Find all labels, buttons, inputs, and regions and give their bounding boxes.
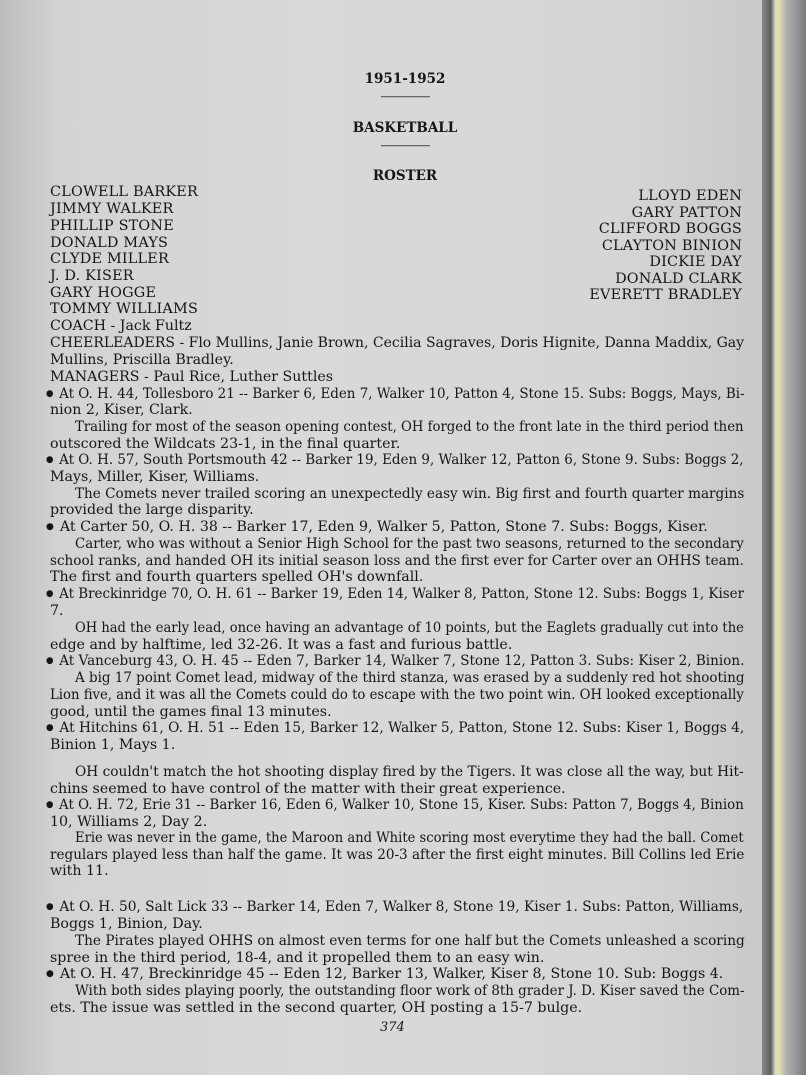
- game-summary-line: edge and by halftime, led 32-26. It was a fast and furious battle.: [50, 637, 513, 653]
- game-result-line: nion 2, Kiser, Clark.: [50, 402, 193, 418]
- roster-left-name: GARY HOGGE: [50, 285, 157, 301]
- game-summary-line: With both sides playing poorly, the outstanding floor work of 8th grader J. D. Kiser saved the Com-: [75, 983, 745, 999]
- game-result-line: Binion 1, Mays 1.: [50, 737, 176, 753]
- game-summary-line: spree in the third period, 18-4, and it propelled them to an easy win.: [50, 950, 545, 966]
- game-result-line: ● At Breckinridge 70, O. H. 61 -- Barker 19, Eden 14, Walker 8, Patton, Stone 12. Subs: Boggs 1, Kiser: [46, 586, 744, 602]
- game-summary-line: ets. The issue was settled in the second quarter, OH posting a 15-7 bulge.: [50, 1000, 583, 1016]
- roster-right-name: DICKIE DAY: [649, 254, 742, 270]
- roster-right-name: LLOYD EDEN: [638, 188, 742, 204]
- sport-divider: ————––: [380, 139, 430, 152]
- game-summary-line: The first and fourth quarters spelled OH's downfall.: [50, 569, 424, 585]
- roster-heading: ROSTER: [372, 168, 438, 184]
- roster-right-name: GARY PATTON: [631, 205, 742, 221]
- year-divider: ————––: [380, 90, 430, 103]
- roster-right-name: CLAYTON BINION: [601, 238, 742, 254]
- game-result-line: ● At O. H. 44, Tollesboro 21 -- Barker 6, Eden 7, Walker 10, Patton 4, Stone 15. Subs: Boggs, Mays, Bi-: [46, 386, 745, 402]
- game-result-line: ● At O. H. 47, Breckinridge 45 -- Eden 12, Barker 13, Walker, Kiser 8, Stone 10. Sub: Boggs 4.: [46, 966, 723, 982]
- game-summary-line: with 11.: [50, 863, 109, 879]
- game-summary-line: provided the large disparity.: [50, 502, 254, 518]
- managers-line: MANAGERS - Paul Rice, Luther Suttles: [50, 369, 334, 385]
- game-summary-line: OH had the early lead, once having an advantage of 10 points, but the Eaglets gradually cut into the: [75, 620, 744, 636]
- sport-heading: BASKETBALL: [352, 120, 458, 136]
- game-result-line: Mays, Miller, Kiser, Williams.: [50, 469, 260, 485]
- game-result-line: ● At Vanceburg 43, O. H. 45 -- Eden 7, Barker 14, Walker 7, Stone 12, Patton 3. Subs: Kiser 2, Binion.: [46, 653, 744, 669]
- game-summary-line: The Pirates played OHHS on almost even terms for one half but the Comets unleashed a scoring: [75, 933, 745, 949]
- game-summary-line: The Comets never trailed scoring an unexpectedly easy win. Big first and fourth quarter margins: [75, 486, 745, 502]
- roster-left-name: JIMMY WALKER: [50, 201, 174, 217]
- game-result-line: ● At Carter 50, O. H. 38 -- Barker 17, Eden 9, Walker 5, Patton, Stone 7. Subs: Boggs, Kiser.: [46, 519, 708, 535]
- roster-left-name: J. D. KISER: [50, 268, 134, 284]
- roster-left-name: DONALD MAYS: [50, 235, 169, 251]
- game-summary-line: chins seemed to have control of the matter with their great experience.: [50, 781, 566, 797]
- game-summary-line: Lion five, and it was all the Comets could do to escape with the two point win. OH looked exceptionally: [50, 687, 744, 703]
- game-result-line: Boggs 1, Binion, Day.: [50, 916, 203, 932]
- cheerleaders-line: CHEERLEADERS - Flo Mullins, Janie Brown, Cecilia Sagraves, Doris Hignite, Danna Maddix, Gay: [50, 335, 745, 351]
- game-summary-line: outscored the Wildcats 23-1, in the final quarter.: [50, 436, 401, 452]
- roster-left-name: TOMMY WILLIAMS: [50, 301, 198, 317]
- game-summary-line: A big 17 point Comet lead, midway of the third stanza, was erased by a suddenly red hot shooting: [75, 670, 745, 686]
- roster-right-name: DONALD CLARK: [615, 271, 742, 287]
- game-result-line: ● At O. H. 50, Salt Lick 33 -- Barker 14, Eden 7, Walker 8, Stone 19, Kiser 1. Subs: Patton, Williams,: [46, 899, 743, 915]
- game-result-line: ● At Hitchins 61, O. H. 51 -- Eden 15, Barker 12, Walker 5, Patton, Stone 12. Subs: Kiser 1, Boggs 4,: [46, 720, 744, 736]
- game-result-line: 10, Williams 2, Day 2.: [50, 814, 208, 830]
- roster-left-name: CLOWELL BARKER: [50, 184, 199, 200]
- book-spine-edge: [762, 0, 806, 1075]
- page-number: 374: [380, 1020, 405, 1035]
- game-summary-line: Trailing for most of the season opening contest, OH forged to the front late in the third period then: [75, 419, 744, 435]
- year-heading: 1951-1952: [364, 71, 446, 87]
- game-summary-line: good, until the games final 13 minutes.: [50, 704, 332, 720]
- game-summary-line: OH couldn't match the hot shooting display fired by the Tigers. It was close all the way, but Hit-: [75, 764, 744, 780]
- roster-left-name: PHILLIP STONE: [50, 218, 174, 234]
- game-summary-line: school ranks, and handed OH its initial season loss and the first ever for Carter over an OHHS team.: [50, 553, 744, 569]
- game-summary-line: Erie was never in the game, the Maroon and White scoring most everytime they had the ball. Comet: [75, 830, 744, 846]
- game-summary-line: Carter, who was without a Senior High School for the past two seasons, returned to the secondary: [75, 536, 744, 552]
- roster-left-name: CLYDE MILLER: [50, 251, 170, 267]
- game-summary-line: regulars played less than half the game. It was 20-3 after the first eight minutes. Bill Collins led Erie: [50, 847, 745, 863]
- game-result-line: ● At O. H. 72, Erie 31 -- Barker 16, Eden 6, Walker 10, Stone 15, Kiser. Subs: Patton 7, Boggs 4, Binion: [46, 797, 744, 813]
- game-result-line: 7.: [50, 603, 64, 619]
- cheerleaders-line: Mullins, Priscilla Bradley.: [50, 352, 234, 368]
- coach-line: COACH - Jack Fultz: [50, 318, 192, 334]
- game-result-line: ● At O. H. 57, South Portsmouth 42 -- Barker 19, Eden 9, Walker 12, Patton 6, Stone 9. Subs: Boggs 2,: [46, 452, 744, 468]
- roster-right-name: CLIFFORD BOGGS: [598, 221, 742, 237]
- roster-right-name: EVERETT BRADLEY: [589, 287, 742, 303]
